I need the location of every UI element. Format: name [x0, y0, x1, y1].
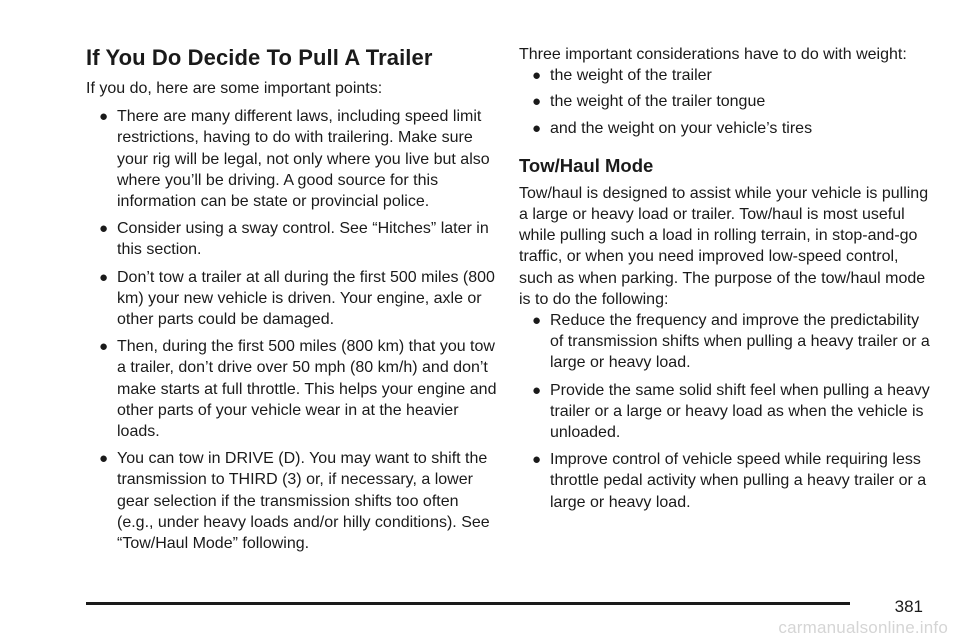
list-item [519, 118, 931, 139]
page-number: 381 [894, 597, 923, 616]
bullet-icon: ● [532, 93, 542, 111]
list-item-text: the weight of the trailer [550, 67, 712, 85]
list-item-text: Provide the same solid shift feel when pulling a heavy trailer or a large or heavy load as when the vehicle is unloaded. [550, 381, 930, 442]
bullet-icon: ● [532, 451, 542, 469]
list-item [519, 65, 931, 86]
list-item [86, 267, 498, 331]
bullet-icon: ● [99, 220, 109, 238]
list-item-text: Don’t tow a trailer at all during the first 500 miles (800 km) your new vehicle is driven. Your engine, axle or other parts could be damaged. [117, 268, 495, 329]
list-item-text: and the weight on your vehicle’s tires [550, 119, 813, 137]
list-item-text: the weight of the trailer tongue [550, 93, 766, 111]
list-item [519, 310, 931, 374]
bullet-icon: ● [532, 381, 542, 399]
bullet-icon: ● [99, 268, 109, 286]
tow-haul-list [519, 310, 931, 513]
tow-haul-intro: Tow/haul is designed to assist while your vehicle is pulling a large or heavy load or trailer. Tow/haul is most useful while pulling such a load in rolling terrain, in stop-and-go traffic, or when you need improved low-speed control, such as when parking. The purpose of the tow/haul mode is to do the following: [519, 184, 929, 308]
list-item [519, 91, 931, 112]
list-item-text: You can tow in DRIVE (D). You may want to shift the transmission to THIRD (3) or, if necessary, a lower gear selection if the transmission shifts too often (e.g., under heavy loads and/or hilly conditions). See “Tow/Haul Mode” following. [117, 450, 490, 553]
intro-paragraph: If you do, here are some important points: [86, 80, 383, 97]
weight-list [519, 65, 931, 139]
trailer-points-list [86, 106, 498, 554]
bullet-icon: ● [532, 312, 542, 330]
left-column [86, 44, 498, 560]
bullet-icon: ● [532, 67, 542, 85]
list-item-text: Consider using a sway control. See “Hitches” later in this section. [117, 220, 489, 259]
bullet-icon: ● [99, 338, 109, 356]
tow-haul-title: Tow/Haul Mode [519, 154, 654, 176]
section-title: If You Do Decide To Pull A Trailer [86, 45, 433, 70]
list-item [86, 106, 498, 212]
list-item [519, 449, 931, 513]
list-item [519, 380, 931, 444]
right-column [519, 44, 931, 519]
list-item [86, 218, 498, 260]
list-item [86, 336, 498, 442]
list-item-text: There are many different laws, including speed limit restrictions, having to do with trailering. Make sure your rig will be legal, not only where you live but also where you’ll be driving. A good source for this information can be state or provincial police. [117, 108, 490, 211]
weight-intro: Three important considerations have to do with weight: [519, 46, 907, 63]
list-item-text: Improve control of vehicle speed while requiring less throttle pedal activity when pulling a heavy trailer or a large or heavy load. [550, 451, 927, 511]
list-item-text: Then, during the first 500 miles (800 km) that you tow a trailer, don’t drive over 50 mph (80 km/h) and don’t make starts at full throttle. This helps your engine and other parts of your vehicle wear in at the heavier loads. [117, 338, 497, 441]
footer-rule [86, 602, 850, 605]
watermark: carmanualsonline.info [778, 618, 948, 637]
list-item-text: Reduce the frequency and improve the predictability of transmission shifts when pulling a heavy trailer or a large or heavy load. [550, 312, 930, 372]
bullet-icon: ● [99, 450, 109, 468]
bullet-icon: ● [99, 108, 109, 126]
bullet-icon: ● [532, 119, 542, 137]
list-item [86, 448, 498, 554]
